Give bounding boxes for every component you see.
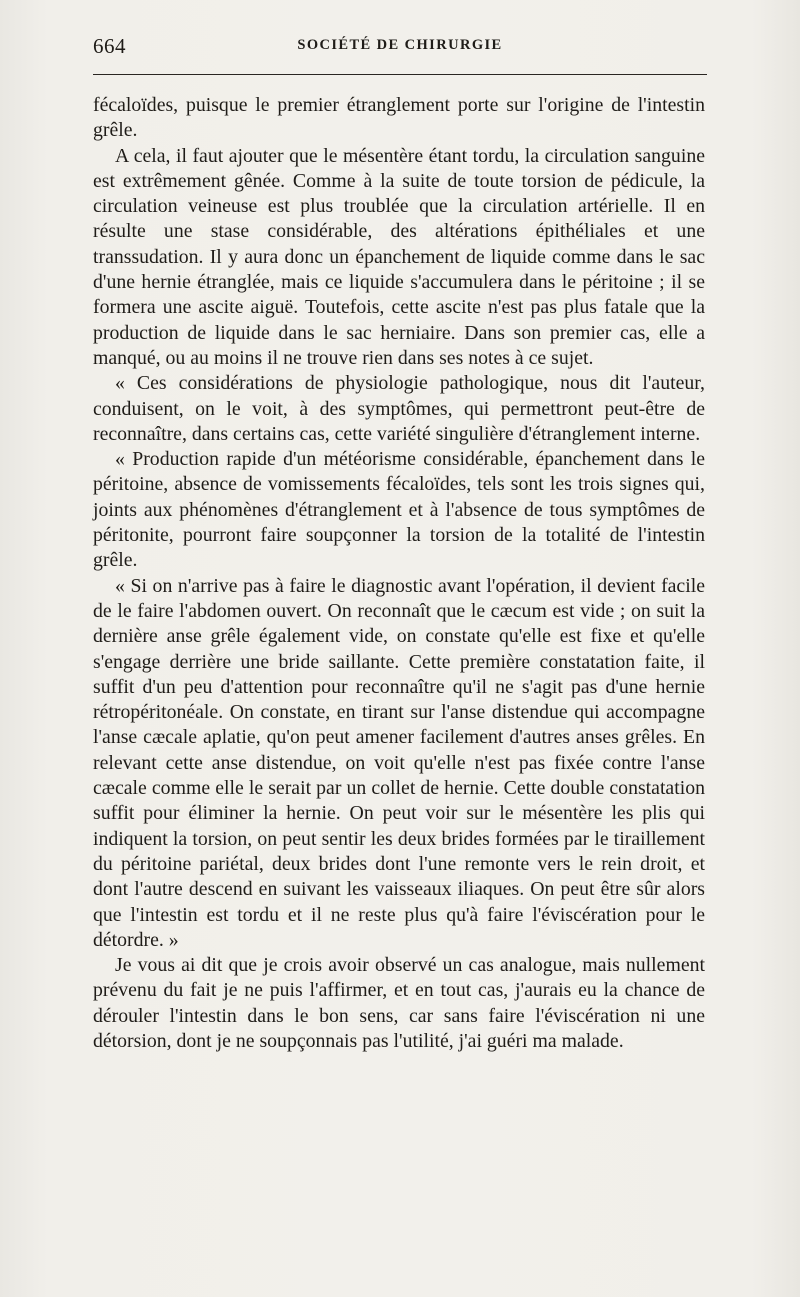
body-text (93, 93, 705, 1054)
paragraph: fécaloïdes, puisque le premier étranglement porte sur l'origine de l'intestin grêle. (93, 94, 705, 142)
page-number: 664 (93, 34, 126, 58)
paragraph: A cela, il faut ajouter que le mésentère étant tordu, la circulation sanguine est extrêmement gênée. Comme à la suite de toute torsion de pédicule, la circulation veineuse est plus troublée que la circulation artérielle. Il en résulte une stase considérable, des altérations épithéliales et une transsudation. Il y aura donc un épanchement de liquide comme dans le sac d'une hernie étranglée, mais ce liquide s'accumulera dans le péritoine ; il se formera une ascite aiguë. Toutefois, cette ascite n'est pas plus fatale que la production de liquide dans le sac herniaire. Dans son premier cas, elle a manqué, ou au moins il ne trouve rien dans ses notes à ce sujet. (93, 144, 705, 369)
paragraph: « Production rapide d'un météorisme considérable, épanchement dans le péritoine, absence de vomissements fécaloïdes, tels sont les trois signes qui, joints aux phénomènes d'étranglement et à l'absence de tous symptômes de péritonite, pourront faire soupçonner la torsion de la totalité de l'intestin grêle. (93, 448, 705, 572)
paragraph: Je vous ai dit que je crois avoir observé un cas analogue, mais nullement prévenu du fait je ne puis l'affirmer, et en tout cas, j'aurais eu la chance de dérouler l'intestin dans le bon sens, car sans faire l'éviscération ni une détorsion, dont je ne soupçonnais pas l'utilité, j'ai guéri ma malade. (93, 954, 705, 1052)
paragraph: « Si on n'arrive pas à faire le diagnostic avant l'opération, il devient facile de le faire l'abdomen ouvert. On reconnaît que le cæcum est vide ; on suit la dernière anse grêle également vide, on constate qu'elle est fixe et qu'elle s'engage derrière une bride saillante. Cette première constatation faite, il suffit d'un peu d'attention pour reconnaître qu'il ne s'agit pas d'une hernie rétropéritonéale. On constate, en tirant sur l'anse distendue qui accompagne l'anse cæcale aplatie, qu'on peut amener facilement d'autres anses grêles. En relevant cette anse distendue, on voit qu'elle n'est pas fixée contre l'anse cæcale comme elle le serait par un collet de hernie. Cette double constatation suffit pour éliminer la hernie. On peut voir sur le mésentère les plis qui indiquent la torsion, on peut sentir les deux brides formées par le tiraillement du péritoine pariétal, deux brides dont l'une remonte vers le rein droit, et dont l'autre descend en suivant les vaisseaux iliaques. On peut être sûr alors que l'intestin est tordu et il ne reste plus qu'à faire l'éviscération pour le détordre. » (93, 574, 705, 951)
paragraph: « Ces considérations de physiologie pathologique, nous dit l'auteur, conduisent, on le voit, à des symptômes, qui permettront peut-être de reconnaître, dans certains cas, cette variété singulière d'étranglement interne. (93, 372, 705, 445)
page-header (93, 34, 707, 64)
running-title: SOCIÉTÉ DE CHIRURGIE (297, 37, 503, 53)
header-rule (93, 74, 707, 75)
